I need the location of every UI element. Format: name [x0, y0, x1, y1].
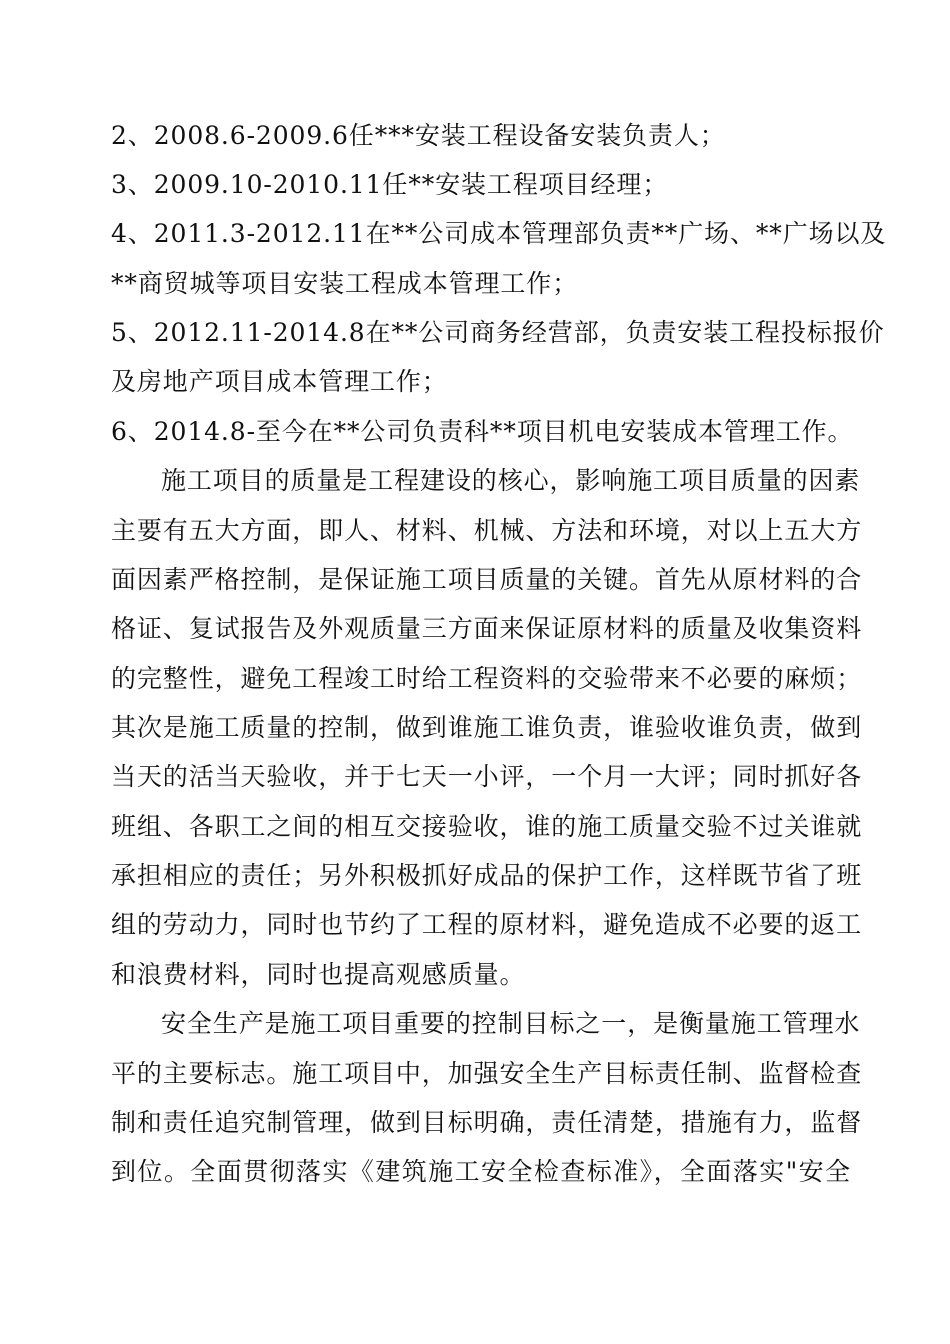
- quality-paragraph-line: 其次是施工质量的控制，做到谁施工谁负责，谁验收谁负责，做到: [111, 713, 863, 742]
- quality-paragraph-line: 施工项目的质量是工程建设的核心，影响施工项目质量的因素: [161, 466, 861, 495]
- quality-paragraph-line: 格证、复试报告及外观质量三方面来保证原材料的质量及收集资料: [111, 614, 863, 643]
- resume-line-3: 3、2009.10-2010.11任**安装工程项目经理；: [111, 170, 669, 199]
- quality-paragraph-line: 当天的活当天验收，并于七天一小评，一个月一大评；同时抓好各: [111, 762, 863, 791]
- resume-line-5: 5、2012.11-2014.8在**公司商务经营部，负责安装工程投标报价: [111, 318, 885, 347]
- resume-line-5-cont: 及房地产项目成本管理工作；: [111, 367, 448, 396]
- resume-line-6: 6、2014.8-至今在**公司负责科**项目机电安装成本管理工作。: [111, 417, 854, 446]
- resume-line-4-cont: **商贸城等项目安装工程成本管理工作；: [111, 269, 579, 298]
- quality-paragraph-line: 和浪费材料，同时也提高观感质量。: [111, 960, 526, 989]
- resume-line-2: 2、2008.6-2009.6任***安装工程设备安装负责人；: [111, 121, 726, 150]
- safety-paragraph-line: 安全生产是施工项目重要的控制目标之一，是衡量施工管理水: [161, 1009, 861, 1038]
- resume-line-4: 4、2011.3-2012.11在**公司成本管理部负责**广场、**广场以及: [111, 219, 887, 248]
- quality-paragraph-line: 主要有五大方面，即人、材料、机械、方法和环境，对以上五大方: [111, 516, 863, 545]
- quality-paragraph-line: 的完整性，避免工程竣工时给工程资料的交验带来不必要的麻烦；: [111, 664, 863, 693]
- quality-paragraph-line: 承担相应的责任；另外积极抓好成品的保护工作，这样既节省了班: [111, 861, 863, 890]
- quality-paragraph-line: 面因素严格控制，是保证施工项目质量的关键。首先从原材料的合: [111, 565, 863, 594]
- safety-paragraph-line: 平的主要标志。施工项目中，加强安全生产目标责任制、监督检查: [111, 1059, 863, 1088]
- quality-paragraph-line: 班组、各职工之间的相互交接验收，谁的施工质量交验不过关谁就: [111, 812, 863, 841]
- safety-paragraph-line: 制和责任追究制管理，做到目标明确，责任清楚，措施有力，监督: [111, 1108, 863, 1137]
- quality-paragraph-line: 组的劳动力，同时也节约了工程的原材料，避免造成不必要的返工: [111, 910, 863, 939]
- safety-paragraph-line: 到位。全面贯彻落实《建筑施工安全检查标准》，全面落实"安全: [111, 1157, 851, 1186]
